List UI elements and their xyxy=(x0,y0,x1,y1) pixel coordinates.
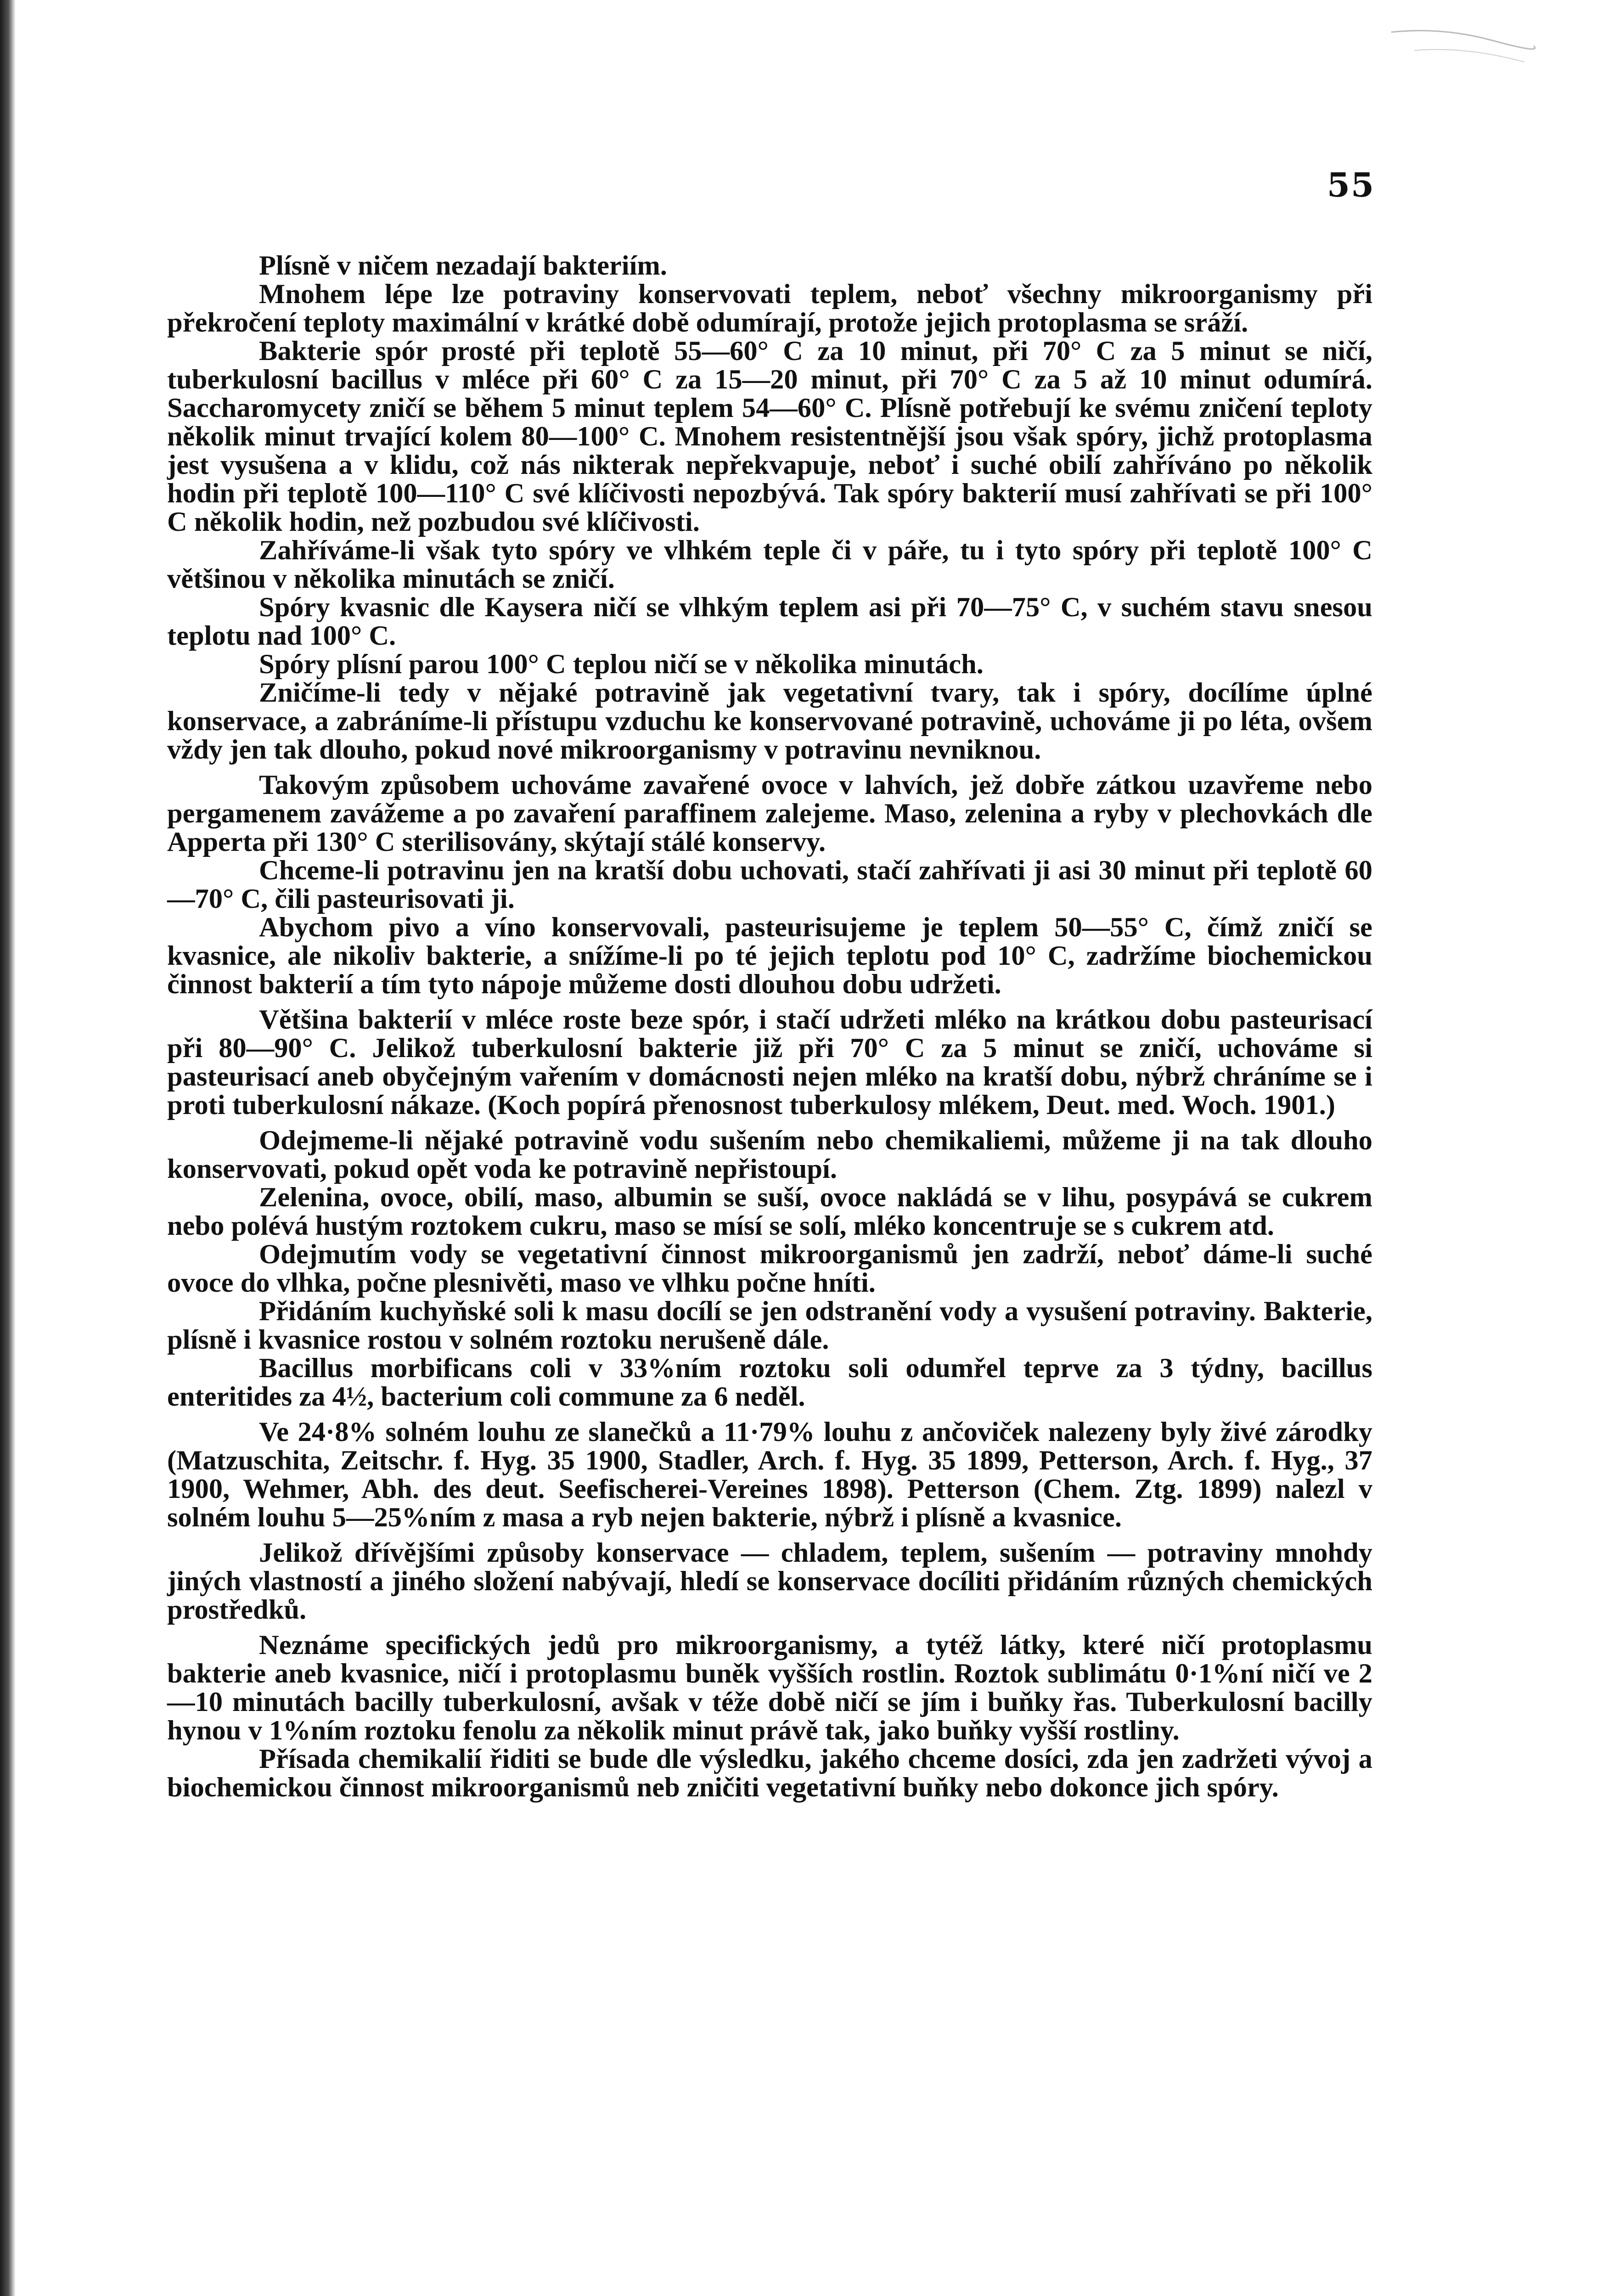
paragraph: Neznáme specifických jedů pro mikroorganismy, a tytéž látky, které ničí protoplasmu bakterie aneb kvasnice, ničí i protoplasmu buněk vyšších rostlin. Roztok sublimátu 0·1%ní ničí ve 2—10 minutách bacilly tuberkulosní, avšak v téže době ničí se jím i buňky řas. Tuberkulosní bacilly hynou v 1%ním roztoku fenolu za několik minut právě tak, jako buňky vyšší rostliny. xyxy=(167,1630,1372,1746)
page-number: 55 xyxy=(1327,165,1375,204)
paragraph: Přísada chemikalií řiditi se bude dle výsledku, jakého chceme dosíci, zda jen zadržeti vývoj a biochemickou činnost mikroorganismů neb zničiti vegetativní buňky nebo dokonce jich spóry. xyxy=(167,1744,1372,1803)
paragraph: Abychom pivo a víno konservovali, pasteurisujeme je teplem 50—55° C, čímž zničí se kvasnice, ale nikoliv bakterie, a snížíme-li po té jejich teplotu pod 10° C, zadržíme biochemickou činnost bakterií a tím tyto nápoje můžeme dosti dlouhou dobu udržeti. xyxy=(167,912,1372,1000)
paragraph: Zničíme-li tedy v nějaké potravině jak vegetativní tvary, tak i spóry, docílíme úplné konservace, a zabráníme-li přístupu vzduchu ke konservované potravině, uchováme ji po léta, ovšem vždy jen tak dlouho, pokud nové mikroorganismy v potravinu nevniknou. xyxy=(167,677,1372,765)
paragraph: Bacillus morbificans coli v 33%ním roztoku soli odumřel teprve za 3 týdny, bacillus enteritides za 4½, bacterium coli commune za 6 neděl. xyxy=(167,1353,1372,1412)
paragraph: Odejmeme-li nějaké potravině vodu sušením nebo chemikaliemi, můžeme ji na tak dlouho konservovati, pokud opět voda ke potravině nepřistoupí. xyxy=(167,1125,1372,1184)
paragraph: Většina bakterií v mléce roste beze spór, i stačí udržeti mléko na krátkou dobu pasteurisací při 80—90° C. Jelikož tuberkulosní bakterie již při 70° C za 5 minut se zničí, uchováme si pasteurisací aneb obyčejným vařením v domácnosti nejen mléko na kratší dobu, nýbrž chráníme se i proti tuberkulosní nákaze. (Koch popírá přenosnost tuberkulosy mlékem, Deut. med. Woch. 1901.) xyxy=(167,1004,1372,1120)
paragraph: Jelikož dřívějšími způsoby konservace — chladem, teplem, sušením — potraviny mnohdy jiných vlastností a jiného složení nabývají, hledí se konservace docíliti přidáním různých chemických prostředků. xyxy=(167,1537,1372,1625)
body-text xyxy=(167,252,1372,1802)
paragraph: Spóry plísní parou 100° C teplou ničí se v několika minutách. xyxy=(259,649,984,680)
paragraph: Zelenina, ovoce, obilí, maso, albumin se suší, ovoce nakládá se v lihu, posypává se cukrem nebo polévá hustým roztokem cukru, maso se mísí se solí, mléko koncentruje se s cukrem atd. xyxy=(167,1182,1372,1241)
paragraph: Zahříváme-li však tyto spóry ve vlhkém teple či v páře, tu i tyto spóry při teplotě 100° C většinou v několika minutách se zničí. xyxy=(167,535,1372,594)
paragraph: Takovým způsobem uchováme zavařené ovoce v lahvích, jež dobře zátkou uzavřeme nebo pergamenem zavážeme a po zavaření paraffinem zalejeme. Maso, zelenina a ryby v plechovkách dle Apperta při 130° C sterilisovány, skýtají stálé konservy. xyxy=(167,770,1372,857)
paragraph: Ve 24·8% solném louhu ze slanečků a 11·79% louhu z ančoviček nalezeny byly živé zárodky (Matzuschita, Zeitschr. f. Hyg. 35 1900, Stadler, Arch. f. Hyg. 35 1899, Petterson, Arch. f. Hyg., 37 1900, Wehmer, Abh. des deut. Seefischerei-Vereines 1898). Petterson (Chem. Ztg. 1899) nalezl v solném louhu 5—25%ním z masa a ryb nejen bakterie, nýbrž i plísně a kvasnice. xyxy=(167,1417,1372,1533)
paragraph: Odejmutím vody se vegetativní činnost mikroorganismů jen zadrží, neboť dáme-li suché ovoce do vlhka, počne plesnivěti, maso ve vlhku počne hníti. xyxy=(167,1239,1372,1298)
paragraph: Spóry kvasnic dle Kaysera ničí se vlhkým teplem asi při 70—75° C, v suchém stavu snesou teplotu nad 100° C. xyxy=(167,592,1372,651)
paragraph: Plísně v ničem nezadají bakteriím. xyxy=(259,250,667,281)
scan-corner-mark xyxy=(1387,18,1538,73)
scan-left-edge xyxy=(0,0,16,2296)
paragraph: Bakterie spór prosté při teplotě 55—60° C za 10 minut, při 70° C za 5 minut se ničí, tuberkulosní bacillus v mléce při 60° C za 15—20 minut, při 70° C za 5 až 10 minut odumírá. Saccharomycety zničí se během 5 minut teplem 54—60° C. Plísně potřebují ke svému zničení teploty několik minut trvající kolem 80—100° C. Mnohem resistentnější jsou však spóry, jichž protoplasma jest vysušena a v klidu, což nás nikterak nepřekvapuje, neboť i suché obilí zahříváno po několik hodin při teplotě 100—110° C své klíčivosti nepozbývá. Tak spóry bakterií musí zahřívati se při 100° C několik hodin, než pozbudou své klíčivosti. xyxy=(167,336,1372,537)
paragraph: Chceme-li potravinu jen na kratší dobu uchovati, stačí zahřívati ji asi 30 minut při teplotě 60—70° C, čili pasteurisovati ji. xyxy=(167,855,1372,914)
paragraph: Mnohem lépe lze potraviny konservovati teplem, neboť všechny mikroorganismy při překročení teploty maximální v krátké době odumírají, protože jejich protoplasma se sráží. xyxy=(167,279,1372,338)
paragraph: Přidáním kuchyňské soli k masu docílí se jen odstranění vody a vysušení potraviny. Bakterie, plísně i kvasnice rostou v solném roztoku nerušeně dále. xyxy=(167,1296,1372,1355)
